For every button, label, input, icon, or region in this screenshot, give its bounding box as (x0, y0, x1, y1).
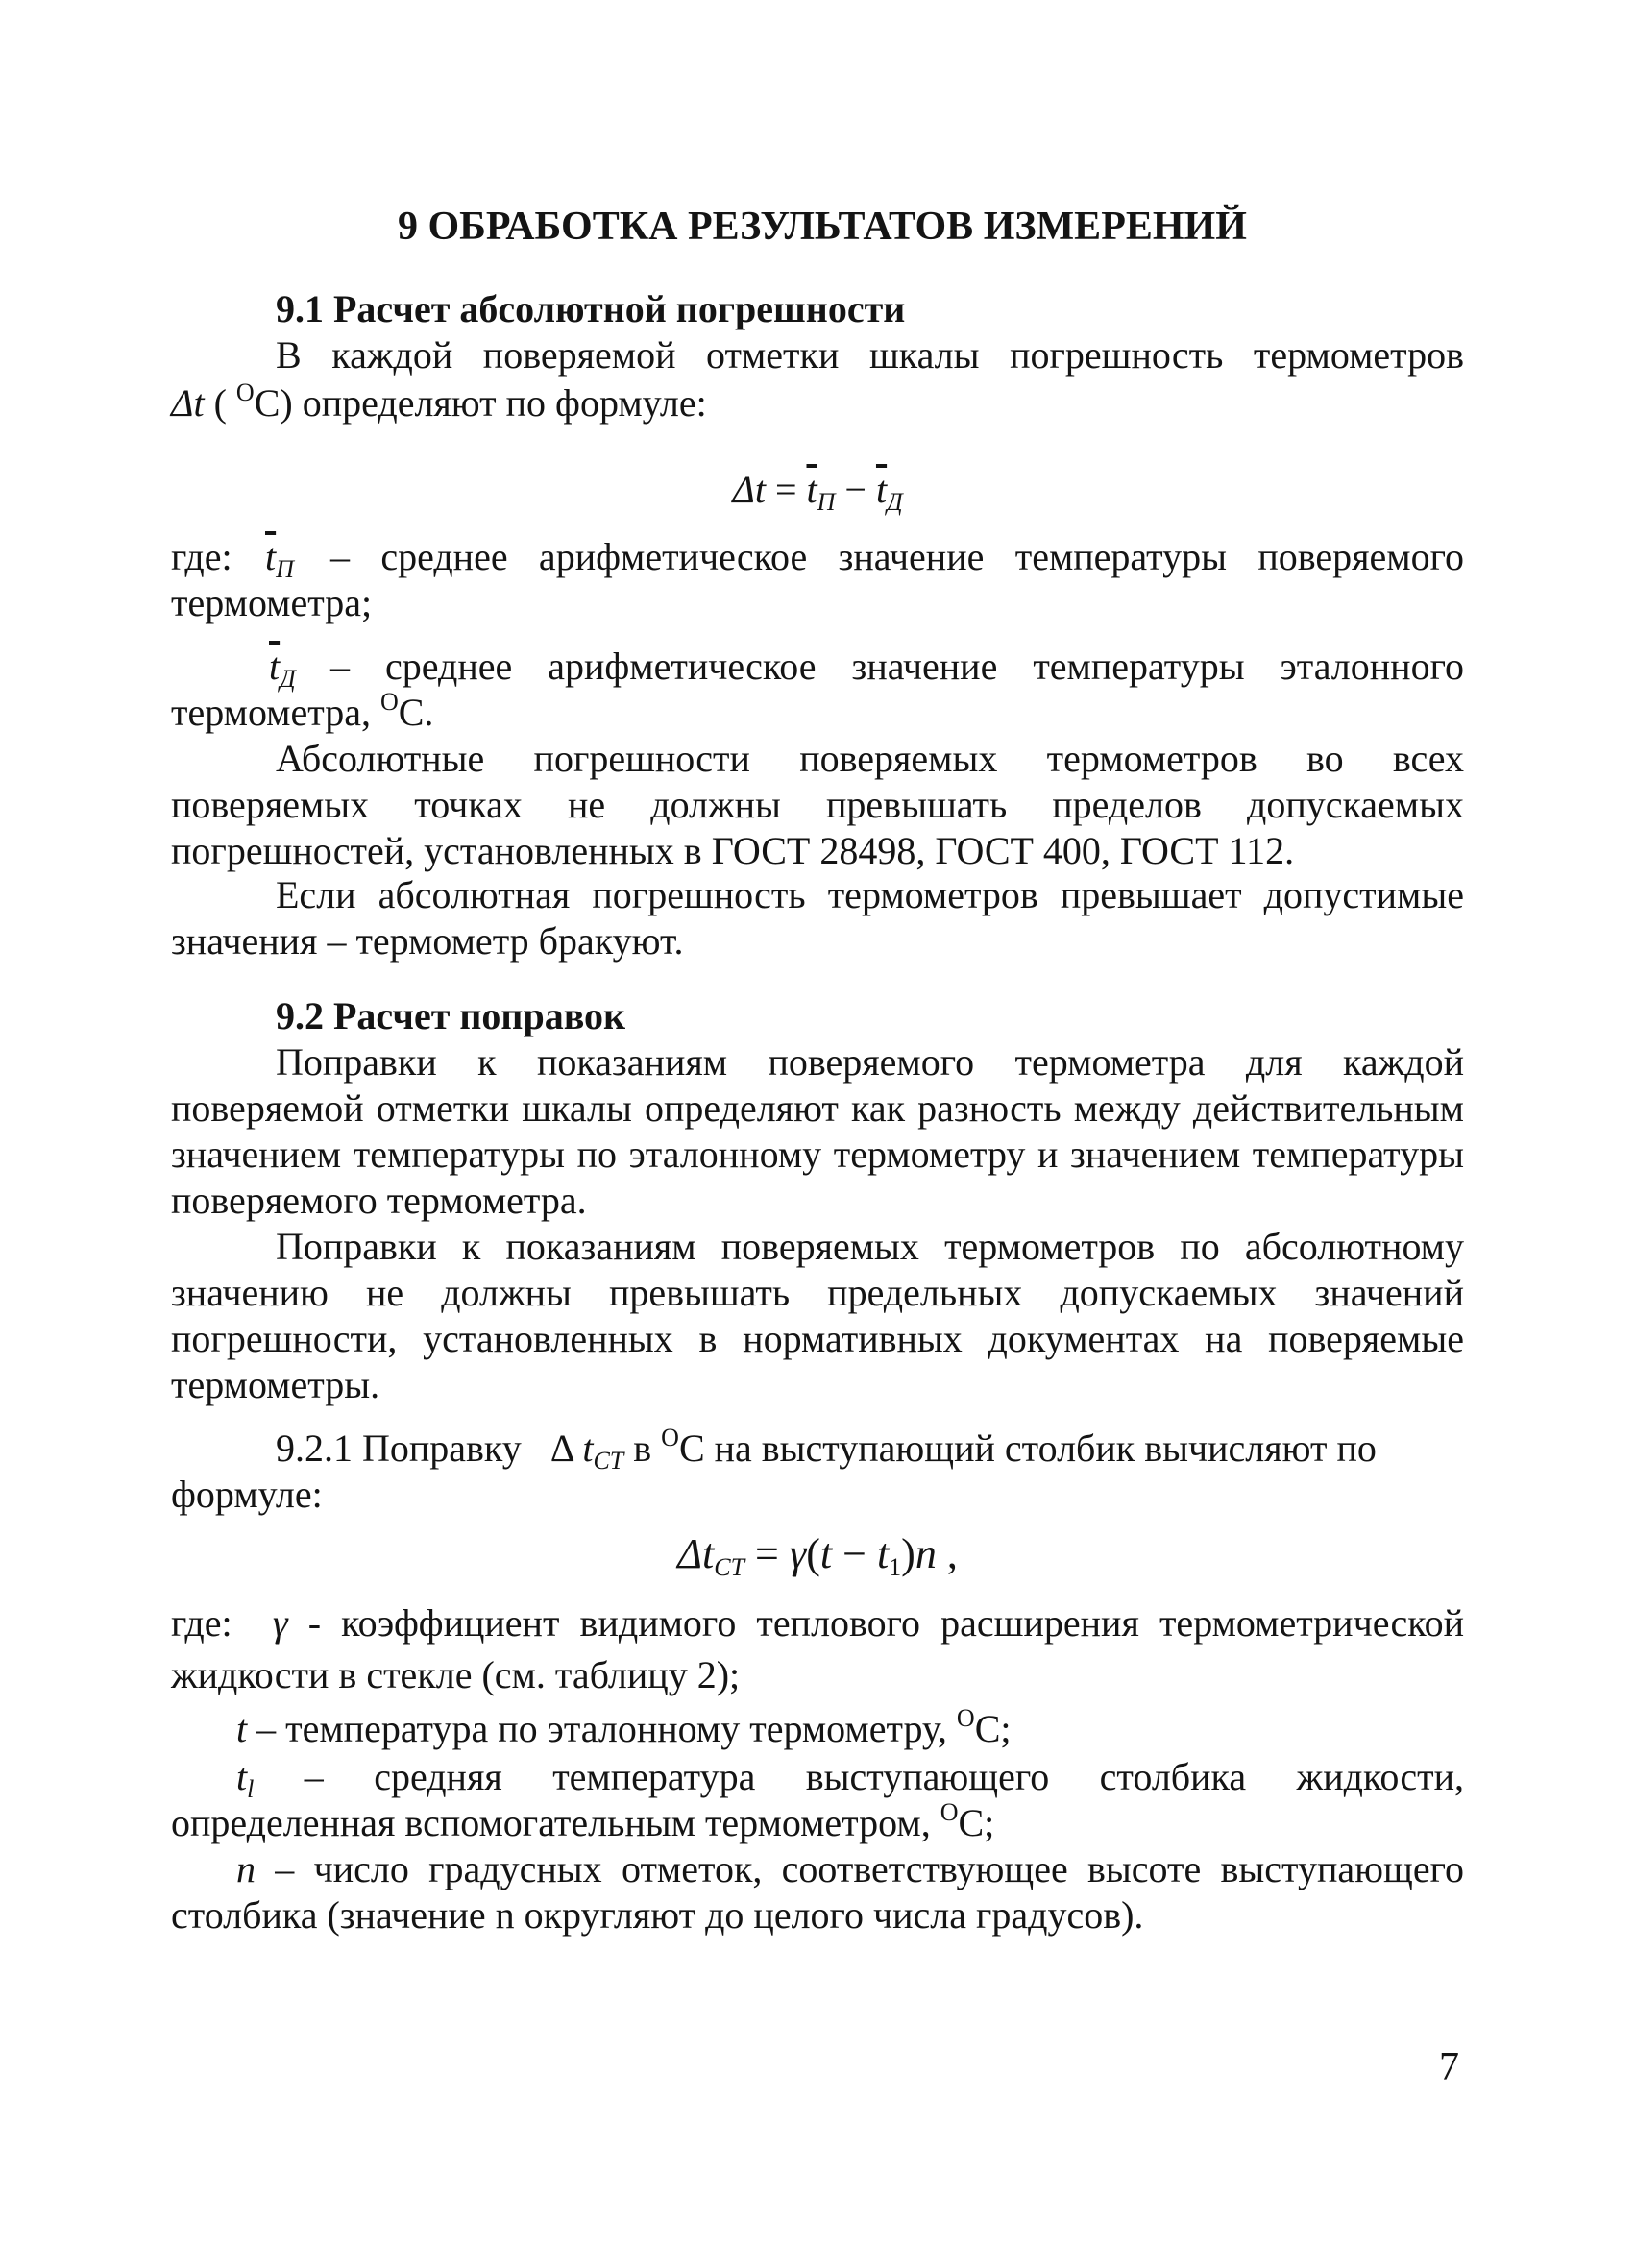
paragraph-line: формуле: (171, 1473, 323, 1516)
paragraph-line: погрешностей, установленных в ГОСТ 28498, ГОСТ 400, ГОСТ 112. (171, 829, 1295, 872)
paragraph-line: термометра, $^O$C. (171, 688, 434, 734)
page-number: 7 (1439, 2045, 1459, 2089)
where-tp-line: где: $\overline{t}_П$ – среднее арифметическое значение температуры поверяемого (171, 535, 1464, 583)
paragraph-line: Поправки к показаниям поверяемого термометра для каждой (276, 1040, 1464, 1084)
where-n-line: n – число градусных отметок, соответствующее высоте выступающего (236, 1847, 1464, 1890)
paragraph-line: погрешности, установленных в нормативных документах на поверяемые (171, 1317, 1464, 1360)
paragraph-line: термометры. (171, 1363, 380, 1406)
formula-delta-t-st: $\Delta t_{СТ} = \gamma(t - t_1)n$ , (677, 1530, 958, 1581)
where-t1-line: $t_l$ – средняя температура выступающего столбика жидкости, (236, 1755, 1465, 1803)
subsection-title-9-2: 9.2 Расчет поправок (276, 994, 626, 1037)
formula-delta-t: $\Delta t = \overline{t}_П - \overline{t}_Д$ (732, 468, 903, 516)
paragraph-line: термометра; (171, 581, 373, 624)
where-t-line: t – температура по эталонному термометру, $^O$C; (236, 1704, 1012, 1750)
subsection-title-9-1: 9.1 Расчет абсолютной погрешности (276, 287, 906, 330)
section-heading: 9 ОБРАБОТКА РЕЗУЛЬТАТОВ ИЗМЕРЕНИЙ (398, 205, 1247, 249)
paragraph-line: поверяемой отметки шкалы определяют как разность между действительным (171, 1086, 1464, 1130)
paragraph-line: Поправки к показаниям поверяемых термометров по абсолютному (276, 1225, 1464, 1268)
paragraph-line: Если абсолютная погрешность термометров превышает допустимые (276, 873, 1464, 916)
paragraph-line: В каждой поверяемой отметки шкалы погрешность термометров (276, 333, 1464, 377)
paragraph-line: поверяемых точках не должны превышать пределов допускаемых (171, 783, 1464, 826)
paragraph-line: значением температуры по эталонному термометру и значением температуры (171, 1133, 1464, 1176)
where-gamma-line: где: γ - коэффициент видимого теплового расширения термометрической (171, 1601, 1465, 1645)
paragraph-line: определенная вспомогательным термометром, $^O$C; (171, 1798, 995, 1844)
where-td-line: $\overline{t}_Д$ – среднее арифметическое значение температуры эталонного (269, 645, 1464, 693)
paragraph-line: столбика (значение n округляют до целого числа градусов). (171, 1893, 1144, 1937)
paragraph-line: Δt ( $^O$C) определяют по формуле: (171, 378, 707, 425)
paragraph-line: Абсолютные погрешности поверяемых термометров во всех (276, 737, 1464, 780)
clause-9-2-1-line: 9.2.1 Поправку Δ $t_{СТ}$ в $^O$C на выступающий столбик вычисляют по (276, 1424, 1377, 1475)
paragraph-line: значению не должны превышать предельных допускаемых значений (171, 1271, 1464, 1314)
paragraph-line: значения – термометр бракуют. (171, 919, 684, 963)
paragraph-line: жидкости в стекле (см. таблицу 2); (171, 1653, 741, 1696)
paragraph-line: поверяемого термометра. (171, 1179, 587, 1222)
